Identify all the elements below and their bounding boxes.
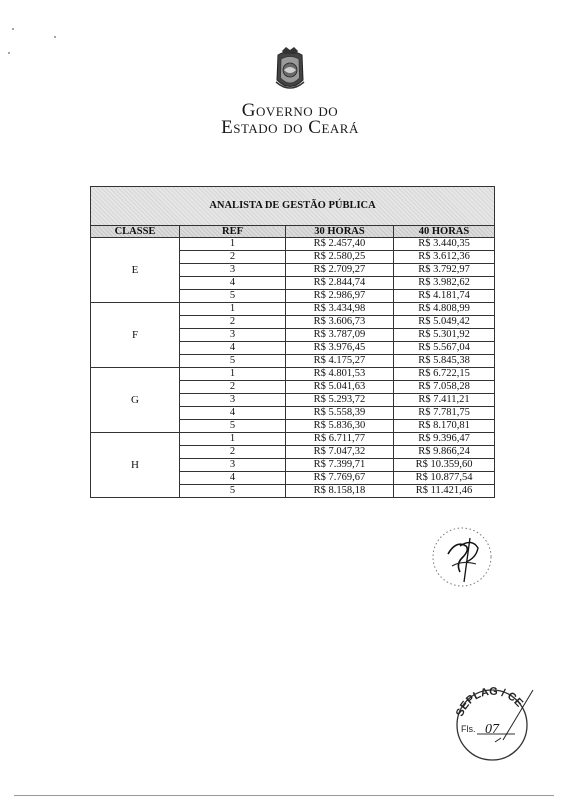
ref-cell: 5: [180, 420, 286, 433]
scan-speck: [8, 52, 10, 54]
ref-cell: 5: [180, 355, 286, 368]
salary-40h-cell: R$ 4.181,74: [394, 290, 495, 303]
table-row: [91, 368, 495, 381]
salary-40h-cell: R$ 3.612,36: [394, 251, 495, 264]
salary-40h-cell: R$ 9.396,47: [394, 433, 495, 446]
salary-30h-cell: R$ 3.787,09: [286, 329, 394, 342]
table-row: [91, 303, 495, 316]
ref-cell: 1: [180, 238, 286, 251]
salary-30h-cell: R$ 5.836,30: [286, 420, 394, 433]
salary-40h-cell: R$ 3.982,62: [394, 277, 495, 290]
seplag-page-stamp: [447, 680, 537, 766]
salary-40h-cell: R$ 10.877,54: [394, 472, 495, 485]
ref-cell: 3: [180, 394, 286, 407]
salary-30h-cell: R$ 8.158,18: [286, 485, 394, 498]
ref-cell: 2: [180, 251, 286, 264]
table-header-row: [91, 226, 495, 238]
salary-40h-cell: R$ 5.567,04: [394, 342, 495, 355]
table-title: ANALISTA DE GESTÃO PÚBLICA: [91, 187, 495, 226]
column-header-40-horas: 40 HORAS: [394, 226, 495, 238]
page-bottom-rule: [14, 795, 554, 796]
ref-cell: 1: [180, 433, 286, 446]
ref-cell: 1: [180, 368, 286, 381]
ref-cell: 2: [180, 316, 286, 329]
ref-cell: 3: [180, 264, 286, 277]
salary-30h-cell: R$ 2.844,74: [286, 277, 394, 290]
ref-cell: 4: [180, 277, 286, 290]
ceara-coat-of-arms-logo: [270, 46, 310, 96]
ref-cell: 3: [180, 329, 286, 342]
class-cell: F: [91, 303, 180, 368]
salary-40h-cell: R$ 11.421,46: [394, 485, 495, 498]
salary-30h-cell: R$ 3.976,45: [286, 342, 394, 355]
salary-40h-cell: R$ 3.792,97: [394, 264, 495, 277]
salary-30h-cell: R$ 5.293,72: [286, 394, 394, 407]
salary-30h-cell: R$ 2.457,40: [286, 238, 394, 251]
class-cell: H: [91, 433, 180, 498]
salary-40h-cell: R$ 4.808,99: [394, 303, 495, 316]
ref-cell: 2: [180, 446, 286, 459]
ref-cell: 2: [180, 381, 286, 394]
signature-initials-stamp: [426, 524, 496, 590]
government-title-line2: Estado do Ceará: [221, 117, 359, 138]
class-cell: E: [91, 238, 180, 303]
column-header-ref: REF: [180, 226, 286, 238]
salary-30h-cell: R$ 4.801,53: [286, 368, 394, 381]
ref-cell: 1: [180, 303, 286, 316]
salary-40h-cell: R$ 3.440,35: [394, 238, 495, 251]
salary-30h-cell: R$ 7.769,67: [286, 472, 394, 485]
salary-30h-cell: R$ 2.709,27: [286, 264, 394, 277]
salary-40h-cell: R$ 9.866,24: [394, 446, 495, 459]
ref-cell: 4: [180, 407, 286, 420]
salary-30h-cell: R$ 3.606,73: [286, 316, 394, 329]
stamp-page-number: 07: [485, 722, 499, 737]
salary-40h-cell: R$ 10.359,60: [394, 459, 495, 472]
salary-40h-cell: R$ 5.845,38: [394, 355, 495, 368]
ref-cell: 4: [180, 472, 286, 485]
scan-speck: [12, 28, 14, 30]
salary-40h-cell: R$ 5.049,42: [394, 316, 495, 329]
ref-cell: 4: [180, 342, 286, 355]
table-row: [91, 433, 495, 446]
class-cell: G: [91, 368, 180, 433]
salary-30h-cell: R$ 2.986,97: [286, 290, 394, 303]
salary-40h-cell: R$ 8.170,81: [394, 420, 495, 433]
salary-30h-cell: R$ 3.434,98: [286, 303, 394, 316]
column-header-30-horas: 30 HORAS: [286, 226, 394, 238]
column-header-classe: CLASSE: [91, 226, 180, 238]
salary-40h-cell: R$ 7.058,28: [394, 381, 495, 394]
salary-40h-cell: R$ 5.301,92: [394, 329, 495, 342]
ref-cell: 5: [180, 290, 286, 303]
salary-30h-cell: R$ 2.580,25: [286, 251, 394, 264]
scan-speck: [54, 36, 56, 38]
salary-30h-cell: R$ 4.175,27: [286, 355, 394, 368]
salary-40h-cell: R$ 6.722,15: [394, 368, 495, 381]
stamp-fls-label: Fls.: [461, 724, 476, 734]
ref-cell: 5: [180, 485, 286, 498]
salary-40h-cell: R$ 7.781,75: [394, 407, 495, 420]
ref-cell: 3: [180, 459, 286, 472]
government-title-line1: Governo do: [241, 100, 339, 121]
stamp-org-text: SEPLAG / CE: [453, 685, 526, 719]
salary-30h-cell: R$ 5.558,39: [286, 407, 394, 420]
salary-40h-cell: R$ 7.411,21: [394, 394, 495, 407]
svg-text:SEPLAG / CE: [454, 686, 525, 719]
salary-30h-cell: R$ 6.711,77: [286, 433, 394, 446]
salary-30h-cell: R$ 5.041,63: [286, 381, 394, 394]
table-row: [91, 238, 495, 251]
salary-30h-cell: R$ 7.047,32: [286, 446, 394, 459]
salary-30h-cell: R$ 7.399,71: [286, 459, 394, 472]
salary-table: [90, 186, 495, 498]
